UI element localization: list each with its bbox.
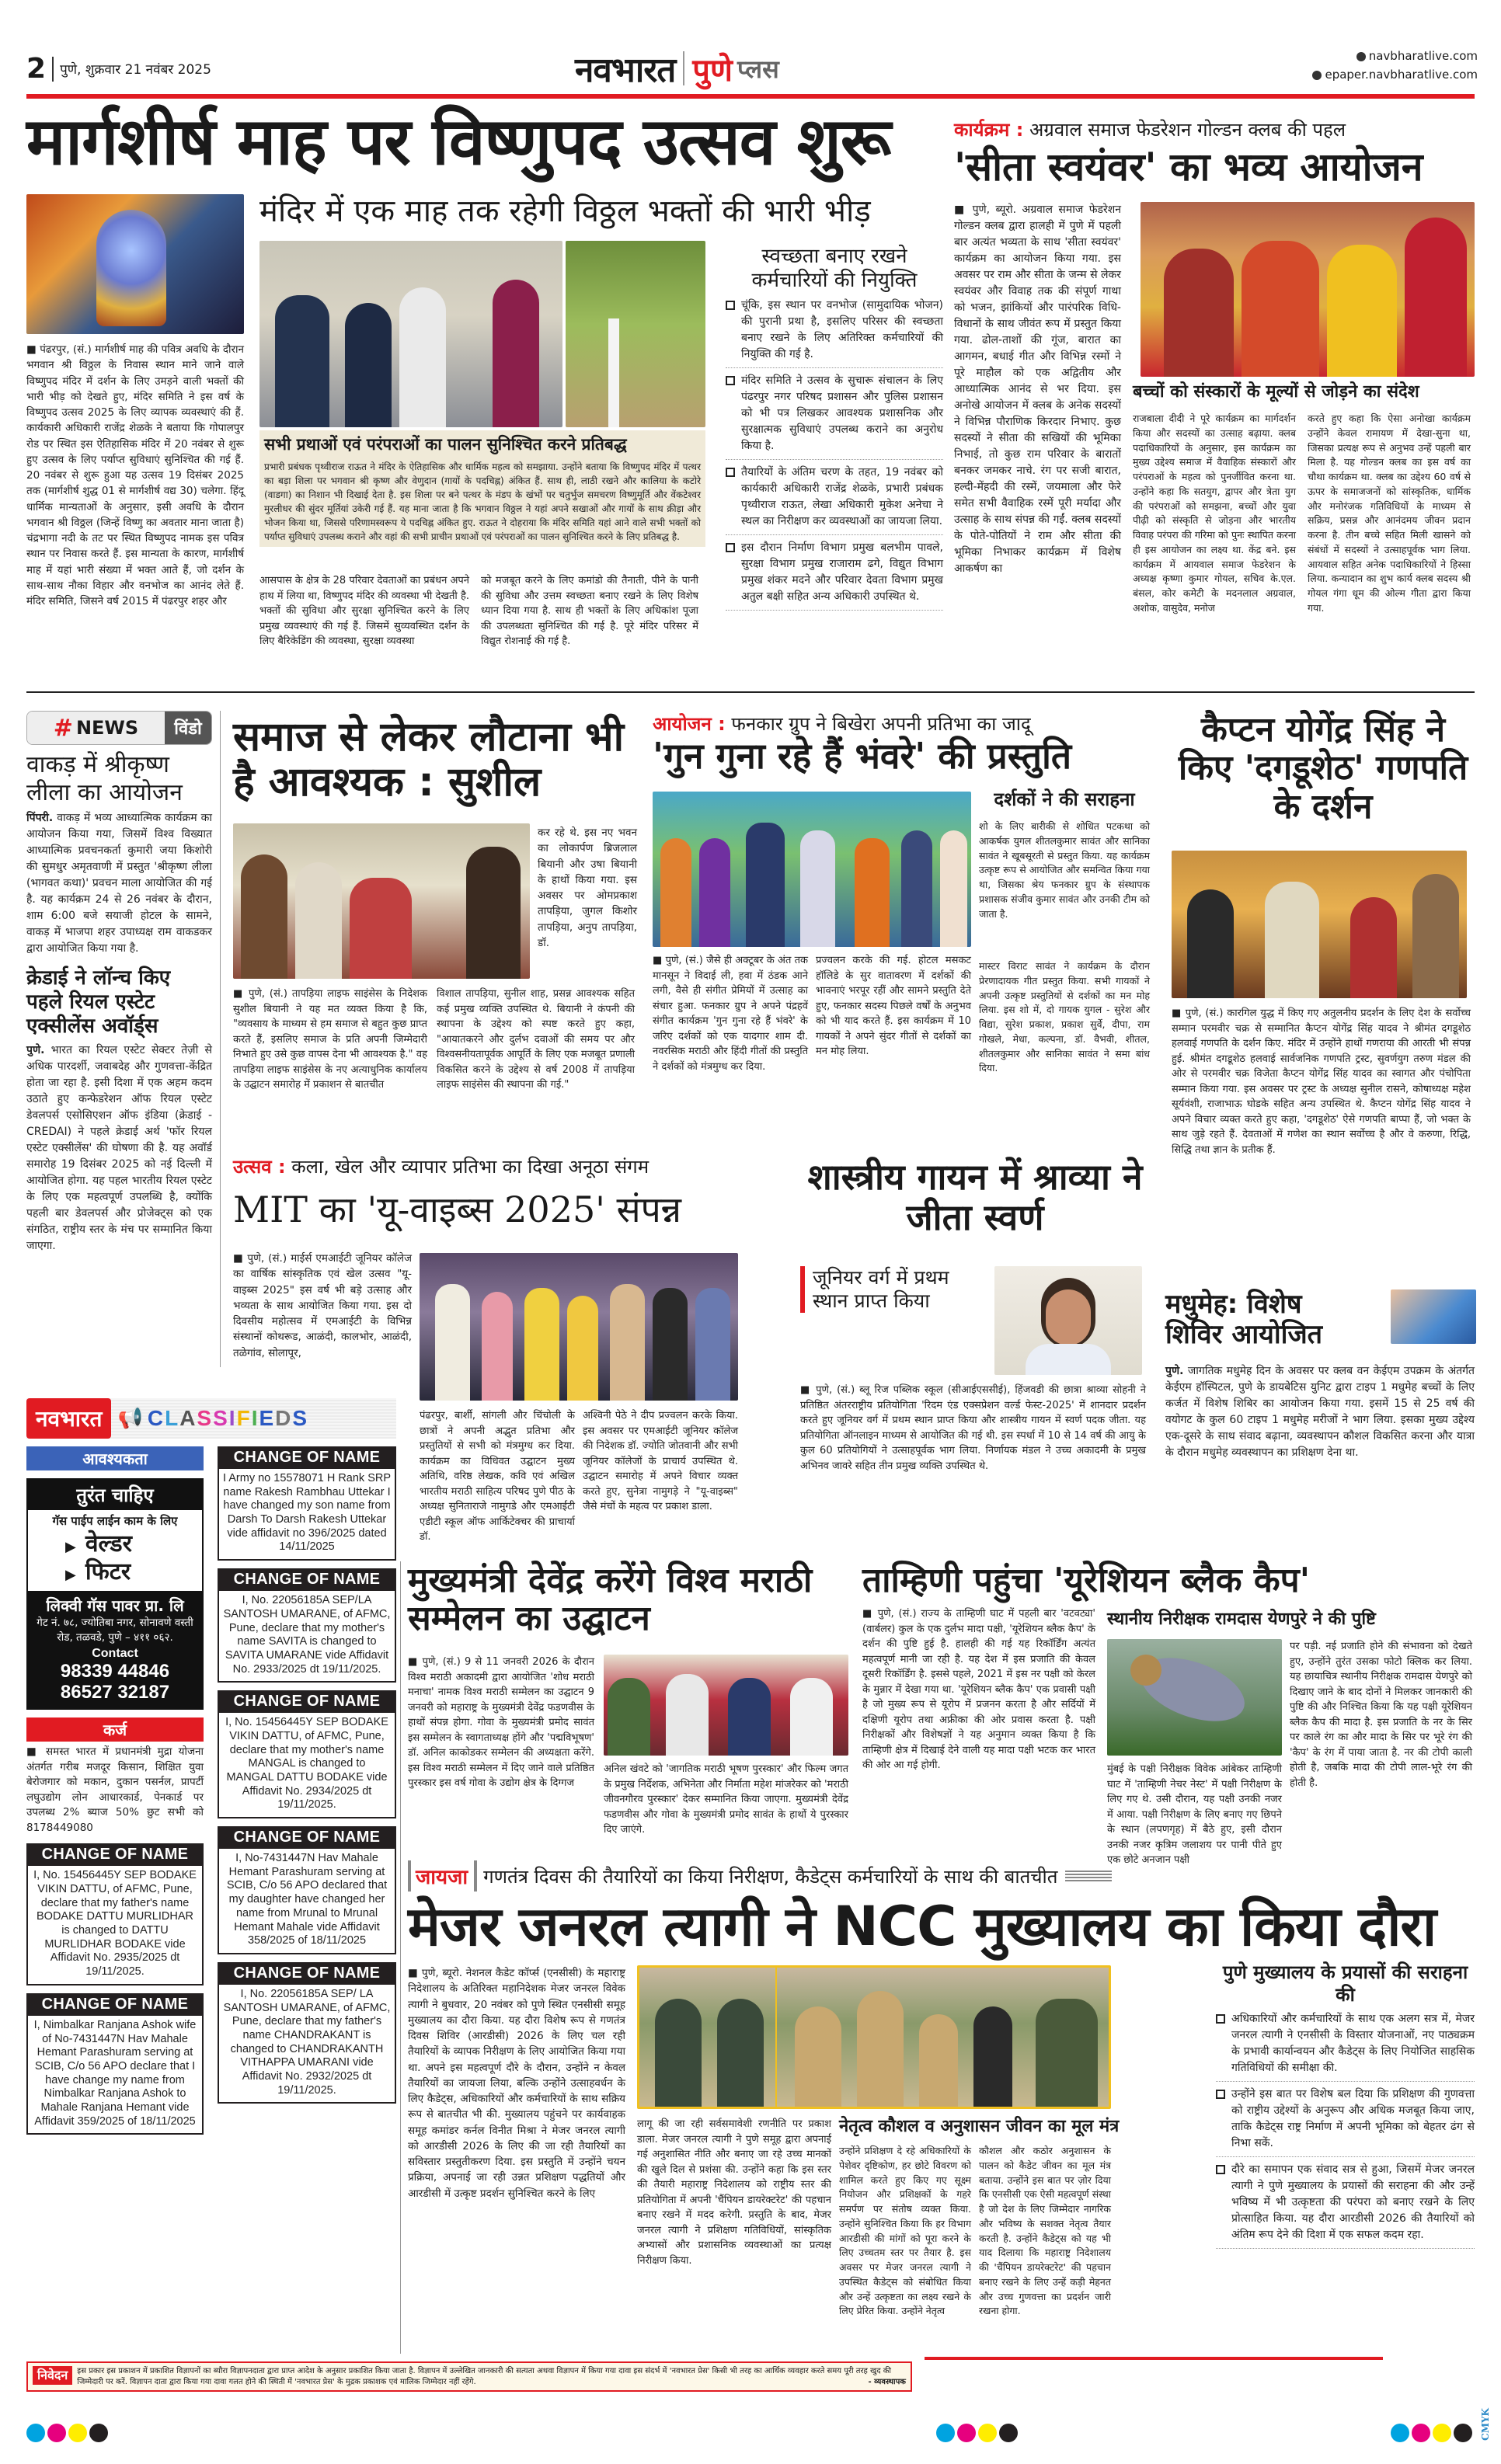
ncc-bottom-rule bbox=[925, 2357, 1383, 2360]
classifieds-title-letter: I bbox=[228, 1406, 237, 1430]
bhanware-col1: ■ पुणे, (सं.) जैसे ही अक्टूबर के अंत तक मानसून ने विदाई ली, हवा में ठंडक आने लगी, वैसे ही संगीत प्रेमियों में उत्साह का संचार हुआ. फनकार ग्रुप ने अपने पंद्रहवें संगीत कार्यक्रम 'गुन गुना रहे हैं भंवरे' के जरिए दर्शकों को एक यादगार शाम दी. नवरसिक मराठी और हिंदी गीतों की प्रस्तुति ने दर्शकों को मंत्रमुग्ध कर दिया. bbox=[653, 955, 808, 1073]
disclaimer bbox=[26, 2361, 912, 2392]
magenta-dot bbox=[47, 2424, 66, 2442]
registration-dots-left bbox=[26, 2424, 110, 2445]
captain-headline: कैप्टन योगेंद्र सिंह ने किए 'दगडूशेठ' गणपति के दर्शन bbox=[1178, 710, 1468, 827]
brand-logo bbox=[575, 45, 779, 92]
bhanware-story bbox=[653, 711, 1150, 1146]
madhumeh-dateline: पुणे. bbox=[1165, 1365, 1184, 1377]
photo-caption: सभी प्रथाओं एवं परंपराओं का पालन सुनिश्चित करने प्रतिबद्ध bbox=[259, 430, 705, 458]
classifieds-title-letter: S bbox=[197, 1406, 214, 1430]
sita-col1: ■ पुणे, ब्यूरो. अग्रवाल समाज फेडरेशन गोल्डन क्लब द्वारा हालही में पुणे में पहली बार अत्यंत भव्यता के साथ 'सीता स्वयंवर' कार्यक्रम का आयोजन किया गया. इस अवसर पर राम और सीता के जन्म से लेकर स्वयंवर और विवाह तक की संपूर्ण गाथा को भजन, झांकियों और पारंपरिक विधि-विधानों के साथ जीवंत रूप में प्रस्तुत किया गया. ढोल-ताशों की गूंज, बारात का आगमन, बधाई गीत और विभिन्न रस्मों ने पूरे माहौल को एक अद्वितीय और आध्यात्मिक आनंद से भर दिया. इस अनोखे आयोजन में क्लब के अनेक सदस्यों ने विभिन्न पौराणिक किरदार निभाए. कुछ सदस्यों ने सीता की सखियों की भूमिका निभाई, तो कुछ राम परिवार के बारातों बनकर जमकर नाचे. रंग पर सजी बारात, हल्दी-मेंहदी की रस्में, जयमाला और फेरे समेत सभी वैवाहिक रस्में पूरी मर्यादा और उत्साह के साथ संपन्न की गईं. क्लब सदस्यों के पोते-पोतियों ने राम और सीता की भूमिका निभाकर कार्यक्रम में विशेष आकर्षण का bbox=[954, 204, 1121, 575]
brand-name: नवभारत bbox=[575, 50, 676, 90]
ncc-col4: कौशल और कठोर अनुशासन के पालन को कैडेट जीवन का मूल मंत्र बताया. उन्होंने इस बात पर ज़ोर दिया कि एनसीसी एक ऐसी महत्वपूर्ण संस्था है जो देश के लिए जिम्मेदार नागरिक और भविष्य के सशक्त नेतृत्व तैयार करती है. उन्होंने कैडेट्स को यह भी याद दिलाया कि महाराष्ट्र निदेशालय की 'चैंपियन डायरेक्टरेट' की पहचान बनाए रखने के लिए उन्हें कड़ी मेहनत और उच्च गुणवत्ता का प्रदर्शन जारी रखना होगा. bbox=[979, 2145, 1111, 2317]
job-ad-urgent: तुरंत चाहिए bbox=[28, 1480, 202, 1510]
sita-photo bbox=[1141, 202, 1475, 377]
bullet-text: चूंकि, इस स्थान पर वनभोज (सामुदायिक भोजन) की पुरानी प्रथा है, इसलिए परिसर की स्वच्छता बनाए रखने के लिए अतिरिक्त कर्मचारियों की नियुक्ति की गई है. bbox=[741, 299, 943, 361]
notice-body: I Army no 15578071 H Rank SRP name Rakesh Rambhau Uttekar I have changed my son name from Darsh To Darsh Rakesh Uttekar vide affidavit no 396/2025 dated 14/11/2025 bbox=[218, 1469, 396, 1561]
bullet-point bbox=[1216, 2157, 1475, 2249]
registration-dots-center bbox=[936, 2424, 1020, 2445]
ncc-col1: ■ पुणे, ब्यूरो. नेशनल कैडेट कॉर्प्स (एनसीसी) के महाराष्ट्र निदेशालय के अतिरिक्त महानिदेशक मेजर जनरल विवेक त्यागी ने बुधवार, 20 नवंबर को पुणे स्थित एनसीसी समूह मुख्यालय का दौरा किया. यह दौरा विशेष रूप से गणतंत्र दिवस शिविर (आरडीसी) 2026 के लिए चल रही तैयारियों के व्यापक निरीक्षण के लिए आयोजित किया गया था. अपने इस महत्वपूर्ण दौरे के दौरान, उन्होंने न केवल तैयारियों का जायजा लिया, बल्कि उन्होंने उत्साहवर्धन के लिए कैडेट्स, अधिकारियों और कर्मचारियों के साथ सक्रिय रूप से बातचीत भी की. मुख्यालय पहुंचने पर कार्यवाहक समूह कमांडर कर्नल विनीत मिश्रा ने मेजर जनरल त्यागी को आरडीसी 2026 के लिए की जा रही तैयारियों का सविस्तार प्रस्तुतीकरण दिया. इस प्रस्तुति में उन्होंने चयन प्रक्रिया, अपनाई जा रही उन्नत प्रशिक्षण पद्धतियों और आरडीसी में उत्कृष्ट प्रदर्शन सुनिश्चित करने के लिए bbox=[408, 1967, 625, 2200]
dateline: पुणे, शुक्रवार 21 नवंबर 2025 bbox=[60, 62, 211, 78]
section-divider bbox=[26, 691, 1475, 693]
ncc-col3: उन्होंने प्रशिक्षण दे रहे अधिकारियों के पेशेवर दृष्टिकोण, हर छोटे विवरण को शामिल करते हुए किए गए सूक्ष्म नियोजन और प्रशिक्षकों के गहरे समर्पण पर संतोष व्यक्त किया. उन्होंने सुनिश्चित किया कि हर विभाग आरडीसी की मांगों को पूरा करने के लिए उच्चतम स्तर पर तैयार है. इस अवसर पर मेजर जनरल त्यागी ने उपस्थित कैडेट्स को संबोधित किया और उन्हें उत्कृष्टता का लक्ष्य रखने के लिए प्रेरित किया. उन्होंने नेतृत्व bbox=[839, 2145, 971, 2317]
disclaimer-label: निवेदन bbox=[33, 2366, 72, 2385]
classifieds bbox=[26, 1398, 396, 2346]
website-link[interactable]: navbharatlive.com bbox=[1368, 49, 1478, 63]
mit-kicker: कला, खेल और व्यापार प्रतिभा का दिखा अनूठा संगम bbox=[291, 1156, 650, 1178]
checkbox-bullet-icon bbox=[1216, 2165, 1225, 2174]
bullet-text: अधिकारियों और कर्मचारियों के साथ एक अलग सत्र में, मेजर जनरल त्यागी ने एनसीसी के विस्तार योजनाओं, नए पाठ्यक्रम के प्रभावी कार्यान्वयन और कैडेट्स के लिए नियोजित साहसिक गतिविधियों की समीक्षा की. bbox=[1231, 2012, 1475, 2074]
sita-subhead: बच्चों को संस्कारों के मूल्यों से जोड़ने का संदेश bbox=[1133, 382, 1419, 402]
sidebar-title: स्वच्छता बनाए रखने कर्मचारियों की नियुक्ति bbox=[751, 245, 918, 293]
shravya-photo bbox=[994, 1266, 1142, 1375]
ncc-story bbox=[408, 1860, 1475, 2342]
news-window-badge bbox=[26, 711, 212, 745]
bullet-point bbox=[726, 293, 943, 368]
sita-kicker-label: कार्यक्रम : bbox=[954, 119, 1024, 141]
magenta-dot bbox=[1412, 2424, 1430, 2442]
black-dot bbox=[1454, 2424, 1472, 2442]
classifieds-title-letter: E bbox=[259, 1406, 276, 1430]
black-dot bbox=[89, 2424, 108, 2442]
sushil-side-text: कर रहे थे. इस नए भवन का लोकार्पण ब्रिजलाल बियानी और उषा बियानी के हाथों किया गया. इस अवसर पर ओमप्रकाश तापड़िया, जुगल किशोर तापड़िया, अनुप तापड़िया, डॉ. bbox=[538, 827, 637, 949]
checkbox-bullet-icon bbox=[1216, 2014, 1225, 2024]
bhanware-kicker: फनकार ग्रुप ने बिखेरा अपनी प्रतिभा का जादू bbox=[731, 713, 1031, 735]
classifieds-title-letter: A bbox=[179, 1406, 197, 1430]
bhanware-headline: 'गुन गुना रहे हैं भंवरे' की प्रस्तुति bbox=[653, 735, 1072, 777]
news-item-headline: वाकड़ में श्रीकृष्ण लीला का आयोजन bbox=[26, 751, 183, 806]
notice-body: I, No. 22056185A SEP/ LA SANTOSH UMARANE, of AFMC, Pune, declare that my father's name CHANDRAKANT is changed to CHANDRAKANTH VITHAPPA UMARANI vide Affidavit No. 2932/2025 dt 19/11/2025. bbox=[218, 1985, 396, 2104]
badge-window: विंडो bbox=[174, 719, 202, 739]
classifieds-title-letter: I bbox=[251, 1406, 259, 1430]
bullet-point bbox=[1216, 2006, 1475, 2082]
change-of-name-notice bbox=[218, 1446, 396, 1561]
news-item bbox=[26, 751, 212, 957]
bhanware-col2: प्रज्वलन करके की गई. होटल मसकट हॉलिडे के सुर वातावरण में दर्शकों की भावनाएं भरपूर रहीं और सामने प्रस्तुति देते हुए, फनकार सदस्य पिछले वर्षों के अनुभव को भी याद करते हैं. इस कार्यक्रम में 10 गायकों ने अपने सुंदर गीतों से दर्शकों का मन मोह लिया. bbox=[816, 955, 971, 1057]
ncc-headline: मेजर जनरल त्यागी ने NCC मुख्यालय का किया दौरा bbox=[408, 1895, 1437, 1958]
tree-photo bbox=[566, 241, 705, 427]
shravya-subhead bbox=[800, 1266, 987, 1313]
notice-body: I, Nimbalkar Ranjana Ashok wife of No-7431447N Hav Mahale Hemant Parashuram serving at SCIB, C/o 56 APO declare that I have change my name from Nimbalkar Ranjana Ashok to Mahale Ranjana Hemant vide Affidavit 359/2025 of 18/11/2025 bbox=[26, 2016, 204, 2135]
classifieds-title-letter: C bbox=[147, 1406, 165, 1430]
sushil-col2: विशाल तापड़िया, सुनील शाह, प्रसन्न आवश्यक सहित कई प्रमुख व्यक्ति उपस्थित थे. बियानी ने कंपनी की स्थापना के उद्देश्य को स्पष्ट करते हुए कहा, "आयातकरने और दुर्लभ दवाओं की समय पर और विश्वसनीयतापूर्वक आपूर्ति के लिए एक मजबूत प्रणाली विकसित करने के उद्देश्य से वर्ष 2008 में तापड़िया लाइफ साइंसेस की स्थापना की गई." bbox=[437, 988, 635, 1091]
checkbox-bullet-icon bbox=[1216, 2090, 1225, 2099]
play-icon: ▶ bbox=[65, 1539, 76, 1555]
cmyk-label: CMYK bbox=[1480, 2408, 1491, 2441]
loan-text: ■ समस्त भारत में प्रधानमंत्री मुद्रा योजना अंतर्गत गरीब मजदूर किसान, शिक्षित युवा बेरोजगार को मकान, दुकान पसर्नल, प्रापर्टी लघुउद्योग लोन आधारकार्ड, पेनकार्ड पर उपलब्ध 2% ब्याज 50% छुट सभी को 8178449080 bbox=[26, 1745, 204, 1834]
sushil-headline: समाज से लेकर लौटाना भी है आवश्यक : सुशील bbox=[233, 714, 625, 806]
registration-dots-right bbox=[1391, 2424, 1475, 2445]
notice-heading: CHANGE OF NAME bbox=[26, 1993, 204, 2016]
change-of-name-notice bbox=[218, 1568, 396, 1683]
captain-story bbox=[1172, 710, 1475, 1156]
lead-col3: आसपास के क्षेत्र के 28 परिवार देवताओं का प्रबंधन अपने हाथ में लिया था, विष्णुपद मंदिर की व्यवस्था भी देखती है. भक्तों की सुविधा और सुरक्षा सुनिश्चित करने के लिए प्रमुख व्यवस्थाएं की गई हैं. जिसमें सुव्यवस्थित दर्शन के लिए बैरिकेडिंग की व्यवस्था, सुरक्षा व्यवस्था bbox=[259, 575, 469, 647]
change-of-name-notice bbox=[218, 1962, 396, 2104]
change-of-name-notice bbox=[26, 1843, 204, 1985]
news-item-dateline: पिंपरी. bbox=[26, 812, 54, 824]
change-of-name-notice bbox=[218, 1826, 396, 1954]
job-ad-phone: 98339 44846 bbox=[60, 1660, 170, 1682]
captain-photo bbox=[1172, 851, 1467, 998]
classifieds-banner bbox=[26, 1398, 396, 1439]
job-role: ▶ फिटर bbox=[65, 1558, 131, 1585]
bird-photo bbox=[1107, 1639, 1282, 1756]
news-window bbox=[26, 711, 221, 1367]
bullet-point bbox=[726, 535, 943, 611]
cm-story bbox=[408, 1561, 851, 1841]
bullet-point bbox=[1216, 2082, 1475, 2157]
tamhini-headline: ताम्हिणी पहुंचा 'यूरेशियन ब्लैक कैप' bbox=[862, 1561, 1311, 1600]
yellow-dot bbox=[68, 2424, 87, 2442]
news-item-headline: क्रेडाई ने लॉन्च किए पहले रियल एस्टेट एक्सीलेंस अवॉर्ड्स bbox=[26, 966, 171, 1039]
sushil-story bbox=[233, 715, 637, 1150]
bullet-text: तैयारियों के अंतिम चरण के तहत, 19 नवंबर को कार्यकारी अधिकारी राजेंद्र शेळके, प्रभारी प्रबंधक पृथ्वीराज राऊत, लेखा अधिकारी मुकेश अनेचा ने स्थल का निरीक्षण कर व्यवस्थाओं का जायजा लिया. bbox=[741, 466, 943, 528]
ncc-sidebar bbox=[1123, 1961, 1475, 2249]
job-ad-contact-label: Contact bbox=[92, 1646, 138, 1660]
cyan-dot bbox=[1391, 2424, 1409, 2442]
ncc-photo-caption: नेतृत्व कौशल व अनुशासन जीवन का मूल मंत्र bbox=[839, 2117, 1120, 2136]
change-of-name-notice bbox=[218, 1690, 396, 1818]
notice-body: I, No. 22056185A SEP/LA SANTOSH UMARANE, of AFMC, Pune, declare that my mother's name SAVITA is changed to SAVITA UMARANE vide Affidavit No. 2933/2025 dt 19/11/2025. bbox=[218, 1591, 396, 1683]
column-divider bbox=[400, 1561, 401, 2354]
notice-body: I, No. 15456445Y SEP BODAKE VIKIN DATTU, of AFMC, Pune, declare that my mother's name MANGAL is changed to MANGAL DATTU BODAKE vide Affidavit No. 2934/2025 dt 19/11/2025. bbox=[218, 1713, 396, 1818]
vishnu-photo bbox=[26, 194, 244, 334]
notice-heading: CHANGE OF NAME bbox=[218, 1690, 396, 1713]
bullet-point bbox=[726, 460, 943, 535]
mit-kicker-label: उत्सव : bbox=[233, 1156, 286, 1178]
bhanware-kicker-label: आयोजन : bbox=[653, 713, 726, 735]
ncc-col2: लागू की जा रही सर्वसमावेशी रणनीति पर प्रकाश डाला. मेजर जनरल त्यागी ने पुणे समूह द्वारा अपनाई गई अनुशासित नीति और बनाए जा रहे उच्च मानकों की खुले दिल से प्रशंसा की. उन्होंने कहा कि इस स्तर की तैयारी महाराष्ट्र निदेशालय को राष्ट्रीय स्तर की प्रतियोगिता में अपनी 'चैंपियन डायरेक्टरेट' की पहचान बनाए रखने में मदद करेगी. प्रस्तुति के बाद, मेजर जनरल त्यागी ने प्रशिक्षण गतिविधियों, सांस्कृतिक अभ्यासों और प्रशासनिक व्यवस्थाओं का प्रत्यक्ष निरीक्षण किया. bbox=[637, 2118, 831, 2267]
job-role: ▶ वेल्डर bbox=[65, 1530, 132, 1557]
cyan-dot bbox=[26, 2424, 45, 2442]
sita-headline: 'सीता स्वयंवर' का भव्य आयोजन bbox=[954, 144, 1423, 190]
lead-col4: को मजबूत करने के लिए कमांडो की तैनाती, पीने के पानी की सुविधा और उत्तम स्वच्छता बनाए रखने के लिए विशेष ध्यान दिया गया है. साथ ही भक्तों के लिए अधिकांश पूजा की उपलब्धता सुनिश्चित की गई है. पूरे मंदिर परिसर में विद्युत रोशनाई की गई है. bbox=[481, 575, 698, 647]
cm-photo bbox=[604, 1655, 848, 1756]
lead-headline: मार्गशीर्ष माह पर विष्णुपद उत्सव शुरू bbox=[26, 103, 891, 179]
page-number: 2 bbox=[26, 53, 47, 85]
lead-col1: ■ पंढरपुर, (सं.) मार्गशीर्ष माह की पवित्र अवधि के दौरान भगवान श्री विठ्ठल के निवास स्थान माने जाने वाले विष्णुपद मंदिर में दर्शन के लिए उमड़ने वाली भक्तों की भारी भीड़ को देखते हुए, मंदिर समिति ने इस वर्ष के विष्णुपद उत्सव 2025 के लिए व्यापक व्यवस्थाएं की हैं. कार्यकारी अधिकारी राजेंद्र शेळके ने बताया कि गोपालपुर रोड पर स्थित इस ऐतिहासिक मंदिर में 20 नवंबर से शुरू हुए उत्सव के लिए पर्याप्त सुविधाएं सुनिश्चित की गई हैं. 20 नवंबर से शुरू हुआ यह उत्सव 19 दिसंबर 2025 तक (मार्गशीर्ष शुद्ध 01 से मार्गशीर्ष वद्य 30) चलेगा. हिंदू धार्मिक मान्यताओं के अनुसार, इसी अवधि के दौरान भगवान श्री विठ्ठल (जिन्हें विष्णु का अवतार माना जाता है) चंद्रभागा नदी के तट पर स्थित विष्णुपद नामक इस पवित्र स्थान पर निवास करते हैं. इस मान्यता के कारण, मार्गशीर्ष माह में यहां भारी संख्या में भक्त आते हैं, जो दर्शन के साथ-साथ नौका विहार और वनभोज का आनंद लेते हैं. मंदिर समिति, जिसने वर्ष 2015 में पंढरपुर शहर और bbox=[26, 343, 244, 607]
masthead-rule bbox=[26, 94, 1475, 99]
sita-story bbox=[954, 117, 1475, 684]
bhanware-photo bbox=[653, 792, 971, 947]
cm-col2: अनिल खंवटे को 'जागतिक मराठी भूषण पुरस्कार' और फिल्म जगत के प्रमुख निर्देशक, अभिनेता और निर्माता महेश मांजरेकर को 'मराठी जीवनगौरव पुरस्कार' देकर सम्मानित किया जाएगा. मुख्यमंत्री देवेंद्र फडणवीस और गोवा के मुख्यमंत्री प्रमोद सावंत के हाथों ये पुरस्कार दिए जाएंगे. bbox=[604, 1763, 848, 1836]
sita-kicker: अग्रवाल समाज फेडरेशन गोल्डन क्लब की पहल bbox=[1029, 119, 1346, 141]
captain-body: ■ पुणे, (सं.) कारगिल युद्ध में किए गए अतुलनीय प्रदर्शन के लिए देश के सर्वोच्च सम्मान परमवीर चक्र से सम्मानित कैप्टन योगेंद्र सिंह यादव ने श्रीमंत दगडूशेठ हलवाई गणपति के दर्शन किए. मंदिर में उन्होंने हाथों गणराया की आरती भी संपन्न हुई. श्रीमंत दगडूशेठ हलवाई सार्वजनिक गणपति ट्रस्ट, सुवर्णयुग तरुण मंडल की ओर से परमवीर चक्र विजेता कैप्टन योगेंद्र सिंह यादव का स्वागत और पंचोपिता सम्मान किया गया. इस अवसर पर ट्रस्ट के अध्यक्ष सुनील रासने, कोषाध्यक्ष महेश सूर्यवंशी, राजाभाऊ घोडके सहित अन्य उपस्थित थे. कैप्टन योगेंद्र सिंह यादव ने अपने विचार व्यक्त करते हुए कहा, 'दगडूशेठ' ऐसे गणपति बाप्पा हैं, जो भक्त के साथ जुड़े रहते हैं. देवताओं में गणेश का स्थान सर्वोच्च है और वे करुणा, रिद्धि, सिद्धि तथा ज्ञान के प्रतीक हैं. bbox=[1172, 1008, 1471, 1156]
classifieds-title bbox=[148, 1406, 308, 1431]
lead-col2: प्रभारी प्रबंधक पृथ्वीराज राऊत ने मंदिर के ऐतिहासिक और धार्मिक महत्व को समझाया. उन्होंने बताया कि विष्णुपद मंदिर में पत्थर का बड़ा शिला पर भगवान श्री कृष्ण और वेणुदान (गायों के पदचिह्न) अंकित हैं. साथ ही, लाठी रखने और कालिया के कटोरे (वाडगा) का निशान भी दिखाई देता है. इस शिला पर बने पत्थर के मंडप के खंभों पर चतुर्भुज समचरण विष्णुमूर्ति और वेंकटेश्वर मुरलीधर की सुंदर मूर्तियां उकेरी गई हैं. यह माना जाता है कि भगवान विठ्ठल ने यहां अपने सखाओं और गायों के साथ क्रीड़ा और भोजन किया था, जिससे परिणामस्वरूप ये पदचिह्न अंकित हुए. राऊत ने दोहराया कि मंदिर समिति यहां आने वाले सभी भक्तों को पर्याप्त सुविधाएं उपलब्ध कराने और वहां की सभी प्राचीन प्रथाओं एवं परंपराओं का पालन सुनिश्चित करने के लिए प्रतिबद्ध है. bbox=[259, 457, 705, 547]
tamhini-story bbox=[862, 1561, 1475, 1866]
mit-col1: ■ पुणे, (सं.) माईर्स एमआईटी जूनियर कॉलेज का वार्षिक सांस्कृतिक एवं खेल उत्सव "यू-वाइब्स 2025" इस वर्ष भी बड़े उत्साह और भव्यता के साथ आयोजित किया गया. इस दो दिवसीय महोत्सव में एमआईटी के विभिन्न संस्थानों कोथरूड, आळंदी, कालभोर, आळंदी, तळेगांव, सोलापूर, bbox=[233, 1252, 412, 1359]
madhumeh-story bbox=[1165, 1289, 1475, 1554]
bullet-text: इस दौरान निर्माण विभाग प्रमुख बलभीम पावले, सुरक्षा विभाग प्रमुख राजाराम ढगे, विद्युत विभाग प्रमुख शंकर मदने और परिवार देवता विभाग प्रमुख अतुल बक्षी सहित अन्य अधिकारी उपस्थित थे. bbox=[741, 541, 943, 604]
lead-story bbox=[26, 103, 943, 684]
bhanware-subhead: दर्शकों ने की सराहना bbox=[994, 788, 1135, 810]
edition-suffix: प्लस bbox=[737, 54, 779, 84]
mit-headline: MIT का 'यू-वाइब्स 2025' संपन्न bbox=[233, 1188, 681, 1230]
sushil-photo bbox=[233, 823, 530, 979]
black-dot bbox=[999, 2424, 1018, 2442]
tamhini-col3: पर पड़ी. नई प्रजाति होने की संभावना को देखते हुए, उन्होंने तुरंत उसका फोटो क्लिक कर लिया. यह छायाचित्र स्थानीय निरीक्षक रामदास येणपुरे को दिखाए जाने के बाद दोनों ने मिलकर जानकारी की पुष्टि की और निश्चित किया कि यह पक्षी यूरेशियन ब्लैक कैप की मादा है. इस प्रजाति के नर के सिर पर काले रंग का और मादा के सिर पर भूरे रंग की 'कैप' के रंग में पाया जाता है. नर की टोपी काली होती है, जबकि मादा की टोपी लाल-भूरे रंग की होती है. bbox=[1290, 1641, 1472, 1789]
web-icon bbox=[1356, 52, 1366, 61]
cm-headline: मुख्यमंत्री देवेंद्र करेंगे विश्व मराठी सम्मेलन का उद्घाटन bbox=[408, 1561, 813, 1639]
sita-col3: करते हुए कहा कि ऐसा अनोखा कार्यक्रम उन्होंने केवल रामायण में देखा-सुना था, जिसका प्रत्यक्ष रूप से अनुभव उन्हें पहली बार मिला है. यह गोल्डन क्लब का इस वर्ष का चौथा कार्यक्रम था. क्लब का उद्देश्य 60 वर्ष से ऊपर के समाजजनों को सांस्कृतिक, धार्मिक और मनोरंजक गतिविधियों के माध्यम से सक्रिय, प्रसन्न और आनंदमय जीवन प्रदान करना है. तीन बच्चे सहित मिली खासने को संबंधों में सदस्यों ने उत्साहपूर्वक भाग लिया. आयवाल सहित अनेक पदाधिकारियों ने हिस्सा लिया. कन्यादान का शुभ कार्य क्लब सदस्य श्री गोयल गंगा धूम की ओल्म गीता द्वारा किया गया. bbox=[1308, 412, 1471, 614]
checkbox-bullet-icon bbox=[726, 468, 735, 477]
play-icon: ▶ bbox=[65, 1567, 76, 1583]
classifieds-title-letter: S bbox=[213, 1406, 229, 1430]
notice-heading: CHANGE OF NAME bbox=[26, 1843, 204, 1866]
notice-heading: CHANGE OF NAME bbox=[218, 1962, 396, 1985]
madhumeh-headline: मधुमेह: विशेष शिविर आयोजित bbox=[1165, 1289, 1323, 1351]
yellow-dot bbox=[978, 2424, 997, 2442]
epaper-icon bbox=[1312, 71, 1322, 80]
ncc-sidebar-title: पुणे मुख्यालय के प्रयासों की सराहना की bbox=[1222, 1961, 1468, 2006]
classifieds-title-letter: F bbox=[236, 1406, 252, 1430]
epaper-link[interactable]: epaper.navbharatlive.com bbox=[1325, 68, 1478, 82]
checkbox-bullet-icon bbox=[726, 543, 735, 552]
job-ad-phone: 86527 32187 bbox=[60, 1682, 170, 1704]
job-ad-company: लिक्वी गॅस पावर प्रा. लि bbox=[46, 1596, 184, 1615]
notice-heading: CHANGE OF NAME bbox=[218, 1446, 396, 1469]
job-ad-address: गेट नं. ७८, ज्योतिबा नगर, सोनावणे वस्ती रोड, तळवडे, पुणे – ४११ ०६२. bbox=[37, 1617, 193, 1644]
classifieds-title-letter: D bbox=[275, 1406, 293, 1430]
yellow-dot bbox=[1433, 2424, 1451, 2442]
shravya-headline: शास्त्रीय गायन में श्राव्या ने जीता स्वर्ण bbox=[807, 1156, 1143, 1238]
madhumeh-body: जागतिक मधुमेह दिन के अवसर पर क्लब वन केईएम उपक्रम के अंतर्गत केईएम हॉस्पिटल, पुणे के डायबेटिस युनिट द्वारा टाइप 1 मधुमेह बच्चों के लिए कर्जत में विशेष शिबिर का आयोजन किया गया. इसमें 15 से 25 वर्ष की वयोगट के कुल 60 टाइप 1 मधुमेह मरीजों ने भाग लिया. इसका मुख्य उद्देश्य एक-दूसरे के साथ संवाद बढ़ाना, व्यवस्थापन कौशल विकसित करना और यात्रा के दौरान मधुमेह व्यवस्थापन का प्रशिक्षण देना था. bbox=[1165, 1365, 1475, 1459]
classifieds-brand: नवभारत bbox=[36, 1406, 103, 1432]
shravya-story bbox=[800, 1157, 1150, 1561]
hash-icon: # bbox=[53, 714, 73, 742]
lead-subheadline: मंदिर में एक माह तक रहेगी विठ्ठल भक्तों की भारी भीड़ bbox=[259, 193, 871, 229]
ncc-photo bbox=[637, 1965, 1111, 2109]
checkbox-bullet-icon bbox=[726, 301, 735, 310]
classifieds-title-letter: S bbox=[292, 1406, 309, 1430]
shravya-body: ■ पुणे, (सं.) ब्लू रिज पब्लिक स्कूल (सीआईएससीई), हिंजवडी की छात्रा श्राव्या सोहनी ने प्रतिष्ठित अंतरराष्ट्रीय प्रतियोगिता 'रिदम एंड एक्सप्रेशन वर्ल्ड फेस्ट-2025' में शानदार प्रदर्शन करते हुए जूनियर वर्ग में प्रथम स्थान प्राप्त किया और शास्त्रीय गायन में स्वर्ण पदक जीता. यह प्रतियोगिता ऑनलाइन माध्यम से आयोजित की गई थी. इस स्पर्धा में 10 से 14 वर्ष की आयु के कुल 60 प्रतियोगियों ने उत्साहपूर्वक भाग लिया. निर्णायक मंडल ने उच्च अकादमी के प्रमुख अभिनव जावरे सहित तीन प्रमुख व्यक्ति उपस्थित थे. bbox=[800, 1384, 1146, 1472]
glucometer-photo bbox=[1391, 1289, 1476, 1344]
notice-heading: CHANGE OF NAME bbox=[218, 1568, 396, 1591]
bullet-text: दौरे का समापन एक संवाद सत्र से हुआ, जिसमें मेजर जनरल त्यागी ने पुणे मुख्यालय के प्रयासों की सराहना की और उन्हें भविष्य में भी उत्कृष्टता की परंपरा को बनाए रखने के लिए प्रोत्साहित किया. यह दौरा आरडीसी 2026 की तैयारियों को अंतिम रूप देने की दिशा में एक सफल कदम रहा. bbox=[1231, 2163, 1475, 2241]
requirement-header: आवश्यकता bbox=[26, 1446, 204, 1470]
job-ad bbox=[26, 1478, 204, 1710]
mit-col3: अश्विनी पेठे ने दीप प्रज्वलन करके किया. इस अवसर पर एमआईटी जूनियर कॉलेज की निदेशक डॉ. ज्योति जोतवानी और सभी जूनियर कॉलेजों के प्राचार्य उपस्थित थे. उद्घाटन समारोह में अपने विचार व्यक्त करते हुए, सुनेत्रा नामुगड़े ने "यू-वाइब्स" जैसे मंचों के महत्व पर प्रकाश डाला. bbox=[583, 1410, 738, 1512]
bhanware-col3: मास्टर विराट सावंत ने कार्यक्रम के दौरान प्रेरणादायक गीत प्रस्तुत किया. सभी गायकों ने अपनी उत्कृष्ट प्रस्तुतियों से दर्शकों का मन मोह लिया. इस शो में, दो गायक युगल - सुरेश और विद्या, सुरेश प्रकाश, प्रकाश सुर्वे, दीपा, राम गोखले, मेधा, कल्पना, डॉ. वैभवी, शीतल, शीतलकुमार और सानिका सावंत ने समा बांध दिया. bbox=[979, 960, 1150, 1074]
magenta-dot bbox=[957, 2424, 976, 2442]
bullet-text: उन्होंने इस बात पर विशेष बल दिया कि प्रशिक्षण की गुणवत्ता को राष्ट्रीय उद्देश्यों के अनुरूप और अधिक मजबूत किया जाए, ताकि कैडेट्स राष्ट्र निर्माण में अपनी भूमिका को बेहतर ढंग से निभा सकें. bbox=[1231, 2087, 1475, 2149]
news-item-dateline: पुणे. bbox=[26, 1043, 45, 1056]
edition-name: पुणे bbox=[692, 52, 733, 89]
bhanware-side-text: शो के लिए बारीकी से शोधित पटकथा को आकर्षक युगल शीतलकुमार सावंत और सानिका सावंत ने खूबसूरती से प्रस्तुत किया. यह कार्यक्रम उत्कृष्ट रूप से आयोजित और समन्वित किया गया था, जिसका श्रेय फनकार ग्रुप के संस्थापक प्रशासक संजीव कुमार सावंत और उनकी टीम को जाता है. bbox=[979, 820, 1150, 920]
notice-body: I, No-7431447N Hav Mahale Hemant Parashuram serving at SCIB, C/o 56 APO declared that my daughter have changed her name from Mrunal to Mrunal Hemant Mahale vide Affidavit 358/2025 of 18/11/2025 bbox=[218, 1849, 396, 1954]
masthead bbox=[0, 0, 1501, 101]
disclaimer-text: इस प्रकार इस प्रकाशन में प्रकाशित विज्ञापनों का ब्यौरा विज्ञापनदाता द्वारा प्राप्त आदेश के अनुसार प्रकाशित किया जाता है. विज्ञापन में उल्लेखित जानकारी की सत्यता अथवा विज्ञापन में किया गया दावा इस संदर्भ में 'नवभारत प्रेस' किसी भी तरह का आर्थिक व्यवहार करते समय पूरी तरह खुद की जिम्मेदारी पर करें. विज्ञापन दाता द्वारा किया गया दावा गलत होने की स्थिती में 'नवभारत प्रेस' के मुद्रक प्रकाशक एवं मालिक जिम्मेदार नहीं रहेंगे. bbox=[77, 2367, 891, 2386]
news-item-body: वाकड़ में भव्य आध्यात्मिक कार्यक्रम का आयोजन किया गया, जिसमें विश्व विख्यात आध्यात्मिक प्रवचनकर्ता कुमारी जया किशोरी की सुमधुर अमृतवाणी में प्रस्तुत 'श्रीकृष्ण लीला (भागवत कथा)' प्रवचन माला आयोजित की गई है. यह कार्यक्रम 24 से 26 नवंबर के दौरान, शाम 6:00 बजे सयाजी होटल के सामने, वाकड़ में भाजपा शहर उपाध्यक्ष राम वाकडकर द्वारा आयोजित किया गया है. bbox=[26, 812, 213, 955]
news-item bbox=[26, 966, 212, 1255]
sita-col2: राजबाला दीदी ने पूरे कार्यक्रम का मार्गदर्शन किया और सदस्यों का उत्साह बढ़ाया. क्लब पदाधिकारियों के अनुसार, इस कार्यक्रम का मुख्य उद्देश्य समाज में वैवाहिक संस्कारों और परंपराओं के महत्व को पुनर्जीवित करना था. उन्होंने कहा कि सतयुग, द्वापर और त्रेता युग की परंपराओं को समझना, बच्चों और युवा पीढ़ी को संस्कृति से जोड़ना और भारतीय विवाह परंपरा की गरिमा को पुनः स्थापित करना ही इस आयोजन का लक्ष्य था. केंद्र बने. इस कार्यक्रम में आयवाल समाज फेडरेशन के अध्यक्ष कृष्णा कुमार गोयल, सचिव के.एल. बंसल, कोर कमेटी के मदनलाल अग्रवाल, अशोक, वासुदेव, मनोज bbox=[1133, 412, 1296, 614]
lead-sidebar bbox=[726, 245, 943, 611]
disclaimer-sign: - व्यवस्थापक bbox=[868, 2377, 906, 2386]
shravya-subhead-text: जूनियर वर्ग में प्रथम स्थान प्राप्त किया bbox=[813, 1266, 949, 1312]
tamhini-subhead: स्थानीय निरीक्षक रामदास येणपुरे ने की पुष्टि bbox=[1107, 1610, 1376, 1629]
loan-header: कर्ज bbox=[26, 1717, 204, 1742]
ncc-kicker-label: जायजा bbox=[416, 1866, 468, 1889]
bullet-point bbox=[726, 368, 943, 460]
notice-heading: CHANGE OF NAME bbox=[218, 1826, 396, 1849]
bullet-text: मंदिर समिति ने उत्सव के सुचारू संचालन के लिए पंढरपुर नगर परिषद प्रशासन और पुलिस प्रशासन को भी पत्र लिखकर आवश्यक प्रशासनिक और सुरक्षात्मक सुविधाएं उपलब्ध कराने का अनुरोध किया है. bbox=[741, 374, 943, 453]
badge-news: NEWS bbox=[75, 717, 139, 739]
cm-col1: ■ पुणे, (सं.) 9 से 11 जनवरी 2026 के दौरान विश्व मराठी अकादमी द्वारा आयोजित 'शोध मराठी मनाचा' नामक विश्व मराठी सम्मेलन का उद्घाटन 9 जनवरी को महाराष्ट्र के मुख्यमंत्री देवेंद्र फडणवीस के हाथों संपन्न होगा. गोवा के मुख्यमंत्री प्रमोद सावंत इस सम्मेलन के स्वागताध्यक्ष होंगे और 'पद्मविभूषण' डॉ. अनिल काकोडकर सम्मेलन की अध्यक्षता करेंगे. इस विश्व मराठी सम्मेलन में दिए जाने वाले प्रतिष्ठित पुरस्कार इस वर्ष गोवा के उद्योग क्षेत्र के दिग्गज bbox=[408, 1656, 594, 1789]
mit-photo bbox=[420, 1253, 738, 1401]
tamhini-col1: ■ पुणे, (सं.) राज्य के ताम्हिणी घाट में पहली बार 'वटवट्या' (वार्बलर) कुल के एक दुर्लभ मादा पक्षी, 'यूरेशियन ब्लैक कैप' के दर्शन की पुष्टि हुई है. हालही की गई यह रिकॉर्डिंग अत्यंत महत्वपूर्ण मानी जा रही है. यह देश में इस प्रजाति की केवल दूसरी रिकॉर्डिंग है. इससे पहले, 2021 में इस नर पक्षी को केरल के मुन्नार में देखा गया था. 'यूरेशियन ब्लैक कैप' एक प्रवासी पक्षी है जो मुख्य रूप से यूरोप में प्रजनन करता है और सर्दियों में दक्षिणी यूरोप तथा अफ्रीका की ओर प्रवास करता है. पक्षी निरीक्षकों और विशेषज्ञों ने यह अनुमान व्यक्त किया है कि ताम्हिणी क्षेत्र में दिखाई देने वाली यह मादा पक्षी भटक कर भारत की ओर आ गई होगी. bbox=[862, 1608, 1095, 1771]
news-item-body: भारत का रियल एस्टेट सेक्टर तेज़ी से अधिक पारदर्शी, जवाबदेह और गुणवत्ता-केंद्रित होता जा रहा है. इसी दिशा में एक अहम कदम उठाते हुए कन्फेडरेशन ऑफ रियल एस्टेट डेवलपर्स एसोसिएशन ऑफ इंडिया (क्रेडाई - CREDAI) ने पहले क्रेडाई अर्थ 'फॉर रियल एस्टेट एक्सीलेंस' की घोषणा की है. यह अवॉर्ड समारोह 19 दिसंबर 2025 को नई दिल्ली में आयोजित होगा. यह पहल भारतीय रियल एस्टेट के लिए एक महत्वपूर्ण उपलब्धि है, क्योंकि पहली बार डेवलपर्स और प्रोजेक्ट्स को एक संगठित, राष्ट्रीय स्तर के मंच पर सम्मानित किया जाएगा. bbox=[26, 1043, 213, 1252]
checkbox-bullet-icon bbox=[726, 376, 735, 385]
notice-body: I, No. 15456445Y SEP BODAKE VIKIN DATTU, of AFMC, Pune, declare that my father's name BODAKE DATTU MURLIDHAR is changed to DATTU MURLIDHAR BODAKE vide Affidavit No. 2935/2025 dt 19/11/2025. bbox=[26, 1866, 204, 1985]
megaphone-icon: 📢 bbox=[117, 1407, 143, 1430]
tamhini-col2: मुंबई के पक्षी निरीक्षक विवेक आंबेकर ताम्हिणी घाट में 'ताम्हिणी नेचर नेस्ट' में पक्षी निरीक्षण के लिए गए थे. उसी दौरान, यह पक्षी उनकी नजर में आया. पक्षी निरीक्षण के लिए बनाए गए छिपने के स्थान (लपणगृह) में बैठे हुए, इसी दौरान उनकी नजर कृत्रिम जलाशय पर पानी पीते हुए एक छोटे अनजान पक्षी bbox=[1107, 1763, 1282, 1866]
job-ad-for-work: गॅस पाईप लाईन काम के लिए bbox=[52, 1514, 178, 1528]
ncc-kicker-text: गणतंत्र दिवस की तैयारियों का किया निरीक्षण, कैडेट्स कर्मचारियों के साथ की बातचीत bbox=[483, 1865, 1058, 1888]
mit-col2: पंढरपुर, बार्शी, सांगली और चिंचोली के छात्रों ने अपनी अद्भुत प्रतिभा और प्रस्तुतियों से सभी को मंत्रमुग्ध कर दिया. कार्यक्रम का विधिवत उद्घाटन मुख्य अतिथि, वरिष्ठ लेखक, कवि एवं अखिल भारतीय मराठी साहित्य परिषद पुणे पीठ के अध्यक्ष सुनिताराजे नामुगडे और एमआईटी एडीटी स्कूल ऑफ आर्किटेक्चर की प्राचार्या डॉ. bbox=[420, 1410, 575, 1543]
change-of-name-notice bbox=[26, 1993, 204, 2135]
classifieds-title-letter: L bbox=[165, 1406, 180, 1430]
inspection-photo bbox=[259, 241, 562, 427]
cyan-dot bbox=[936, 2424, 955, 2442]
ncc-kicker bbox=[408, 1860, 1475, 1892]
sushil-col1: ■ पुणे, (सं.) तापड़िया लाइफ साइंसेस के निदेशक सुशील बियानी ने यह मत व्यक्त किया है कि, "व्यवसाय के माध्यम से हम समाज से बहुत कुछ प्राप्त करते हैं, इसलिए समाज के प्रति अपनी जिम्मेदारी निभाते हुए उसे कुछ वापस देना भी आवश्यक है." वह तापड़िया लाइफ साइंसेस के नए अत्याधुनिक कार्यालय के उद्घाटन समारोह में प्रकाशन से बातचीत bbox=[233, 988, 427, 1091]
